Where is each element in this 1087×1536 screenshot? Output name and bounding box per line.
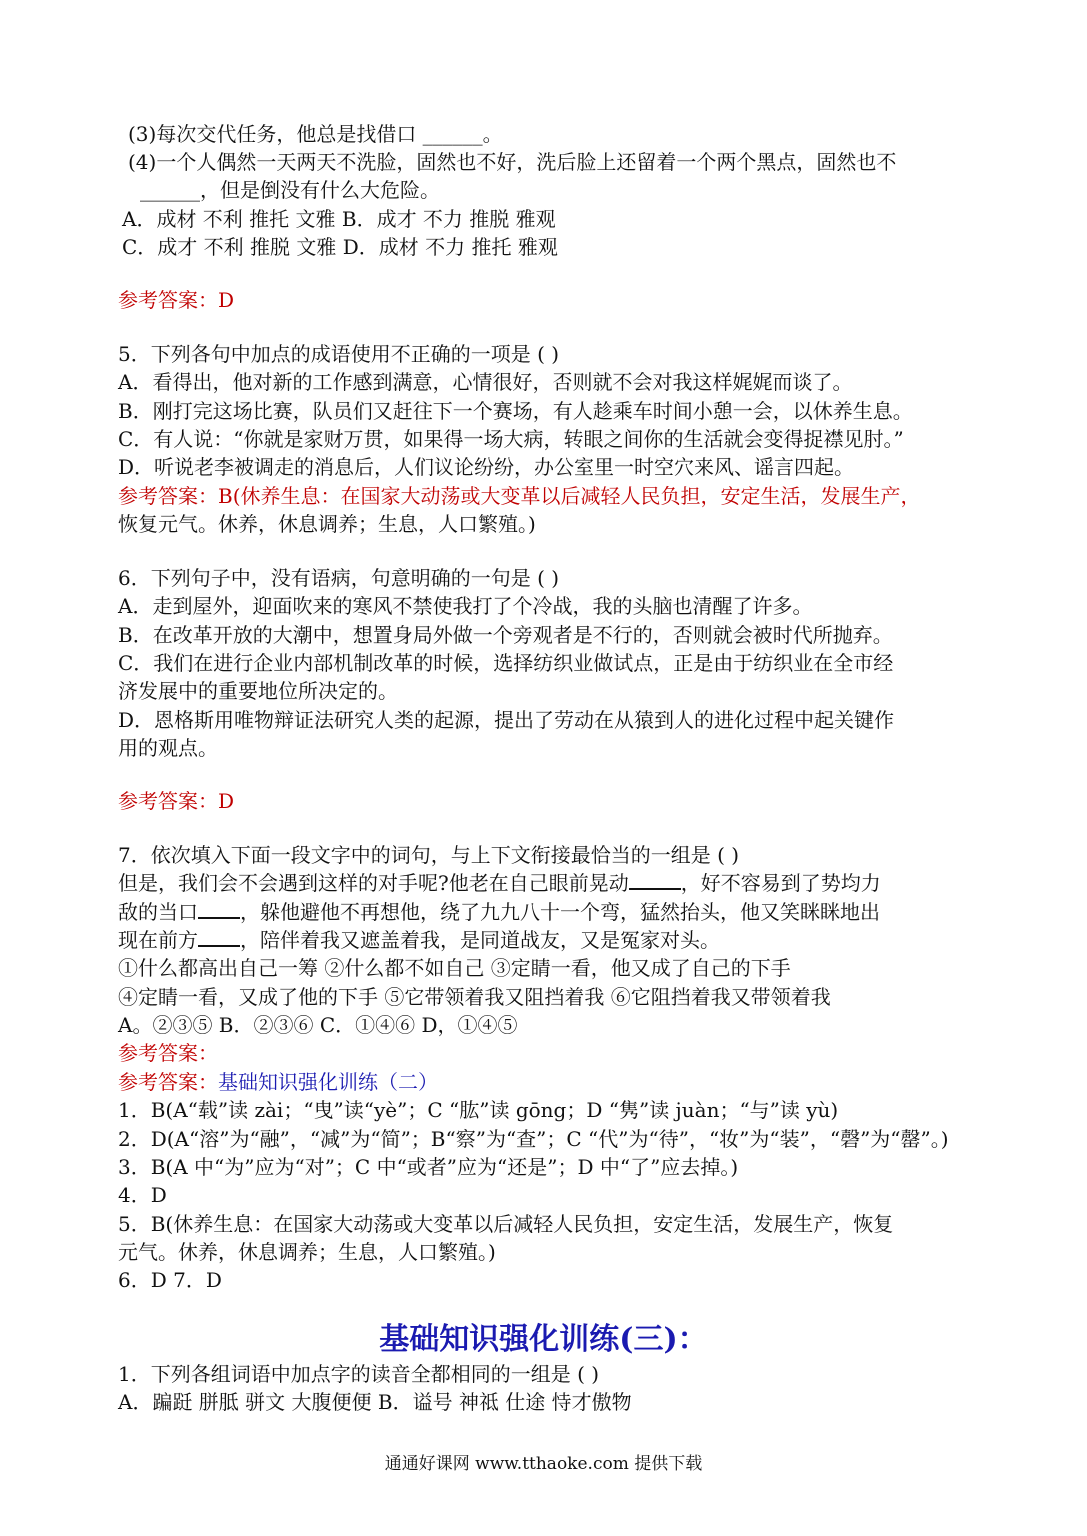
summary-5: 5．B(休养生息：在国家大动荡或大变革以后减轻人民负担，安定生活，发展生产，恢复	[118, 1212, 894, 1236]
q7-passage-3	[118, 926, 720, 954]
summary-2: 2．D(A“溶”为“融”，“减”为“简”；B“察”为“查”；C “代”为“待”，“妆”为“装”，“磬”为“罄”。)	[118, 1127, 949, 1151]
q7-passage-3-text: 现在前方	[118, 928, 198, 952]
s3-q1-stem: 1．下列各组词语中加点字的读音全都相同的一组是 ( )	[118, 1362, 600, 1386]
fill-blank-3	[198, 927, 240, 947]
summary-4: 4．D	[118, 1183, 167, 1207]
q6-option-d: D．恩格斯用唯物辩证法研究人类的起源，提出了劳动在从猿到人的进化过程中起关键作	[118, 708, 895, 732]
q7-answer: 参考答案：	[118, 1041, 218, 1065]
q5-answer: 参考答案：B(休养生息：在国家大动荡或大变革以后减轻人民负担，安定生活，发展生产，	[118, 484, 921, 508]
fill-blank-2	[198, 899, 240, 919]
summary-title: 基础知识强化训练（二）	[218, 1070, 438, 1094]
summary-6-7: 6．D 7．D	[118, 1268, 222, 1292]
q7-options: A。②③⑤ B．②③⑥ C．①④⑥ D，①④⑤	[118, 1013, 518, 1037]
answer-4: 参考答案：D	[118, 288, 235, 312]
options-cd: C．成才 不利 推脱 文雅 D．成材 不力 推托 雅观	[122, 235, 558, 259]
q7-choices-1: ①什么都高出自己一筹 ②什么都不如自己 ③定睛一看，他又成了自己的下手	[118, 956, 791, 980]
fill-blank-1	[629, 870, 681, 890]
s3-q1-options: A．蹁跹 胼胝 骈文 大腹便便 B．谥号 神祗 仕途 恃才傲物	[118, 1390, 632, 1414]
q7-choices-2: ④定睛一看，又成了他的下手 ⑤它带领着我又阻挡着我 ⑥它阻挡着我又带领着我	[118, 985, 831, 1009]
summary-3: 3．B(A 中“为”应为“对”；C 中“或者”应为“还是”；D 中“了”应去掉。)	[118, 1155, 739, 1179]
summary-5-cont: 元气。休养，休息调养；生息，人口繁殖。)	[118, 1240, 496, 1264]
q6-option-d-cont: 用的观点。	[118, 736, 218, 760]
q5-option-d: D．听说老李被调走的消息后，人们议论纷纷，办公室里一时空穴来风、谣言四起。	[118, 455, 855, 479]
item-4-cont: ______，但是倒没有什么大危险。	[140, 178, 440, 202]
q6-stem: 6．下列句子中，没有语病，句意明确的一句是 ( )	[118, 566, 560, 590]
summary-1: 1．B(A“载”读 zài；“曳”读“yè”；C “肱”读 gōng；D “隽”读 juàn；“与”读 yù)	[118, 1098, 839, 1122]
q5-option-b: B．刚打完这场比赛，队员们又赶往下一个赛场，有人趁乘车时间小憩一会，以休养生息。	[118, 399, 913, 423]
q7-passage-1-text: 但是，我们会不会遇到这样的对手呢?他老在自己眼前晃动	[118, 871, 629, 895]
item-3: (3)每次交代任务，他总是找借口 ______。	[128, 122, 503, 146]
options-ab: A．成材 不利 推托 文雅 B．成才 不力 推脱 雅观	[122, 207, 556, 231]
summary-label: 参考答案：	[118, 1070, 218, 1094]
q7-passage-3-rest: ，陪伴着我又遮盖着我，是同道战友，又是冤家对头。	[240, 928, 720, 952]
q7-passage-1	[118, 869, 881, 897]
section-title: 基础知识强化训练(三)：	[379, 1322, 708, 1357]
q6-answer: 参考答案：D	[118, 789, 235, 813]
q5-option-a: A．看得出，他对新的工作感到满意，心情很好，否则就不会对我这样娓娓而谈了。	[118, 370, 853, 394]
q7-passage-2-rest: ，躲他避他不再想他，绕了九九八十一个弯，猛然抬头，他又笑眯眯地出	[240, 900, 880, 924]
q7-passage-1-rest: ，好不容易到了势均力	[680, 871, 881, 895]
q6-option-c: C．我们在进行企业内部机制改革的时候，选择纺织业做试点，正是由于纺织业在全市经	[118, 651, 894, 675]
item-4: (4)一个人偶然一天两天不洗脸，固然也不好，洗后脸上还留着一个两个黑点，固然也不	[128, 150, 897, 174]
q6-option-a: A．走到屋外，迎面吹来的寒风不禁使我打了个冷战，我的头脑也清醒了许多。	[118, 594, 813, 618]
q7-passage-2	[118, 898, 880, 926]
q5-option-c: C．有人说：“你就是家财万贯，如果得一场大病，转眼之间你的生活就会变得捉襟见肘。”	[118, 427, 904, 451]
footer: 通通好课网 www.tthaoke.com 提供下载	[384, 1454, 703, 1474]
q6-option-b: B．在改革开放的大潮中，想置身局外做一个旁观者是不行的，否则就会被时代所抛弃。	[118, 623, 893, 647]
q5-answer-cont: 恢复元气。休养，休息调养；生息，人口繁殖。)	[118, 512, 536, 536]
q5-stem: 5．下列各句中加点的成语使用不正确的一项是 ( )	[118, 342, 560, 366]
q7-passage-2-text: 敌的当口	[118, 900, 198, 924]
summary-heading	[118, 1068, 438, 1096]
q7-stem: 7．依次填入下面一段文字中的词句，与上下文衔接最恰当的一组是 ( )	[118, 843, 740, 867]
q6-option-c-cont: 济发展中的重要地位所决定的。	[118, 679, 398, 703]
